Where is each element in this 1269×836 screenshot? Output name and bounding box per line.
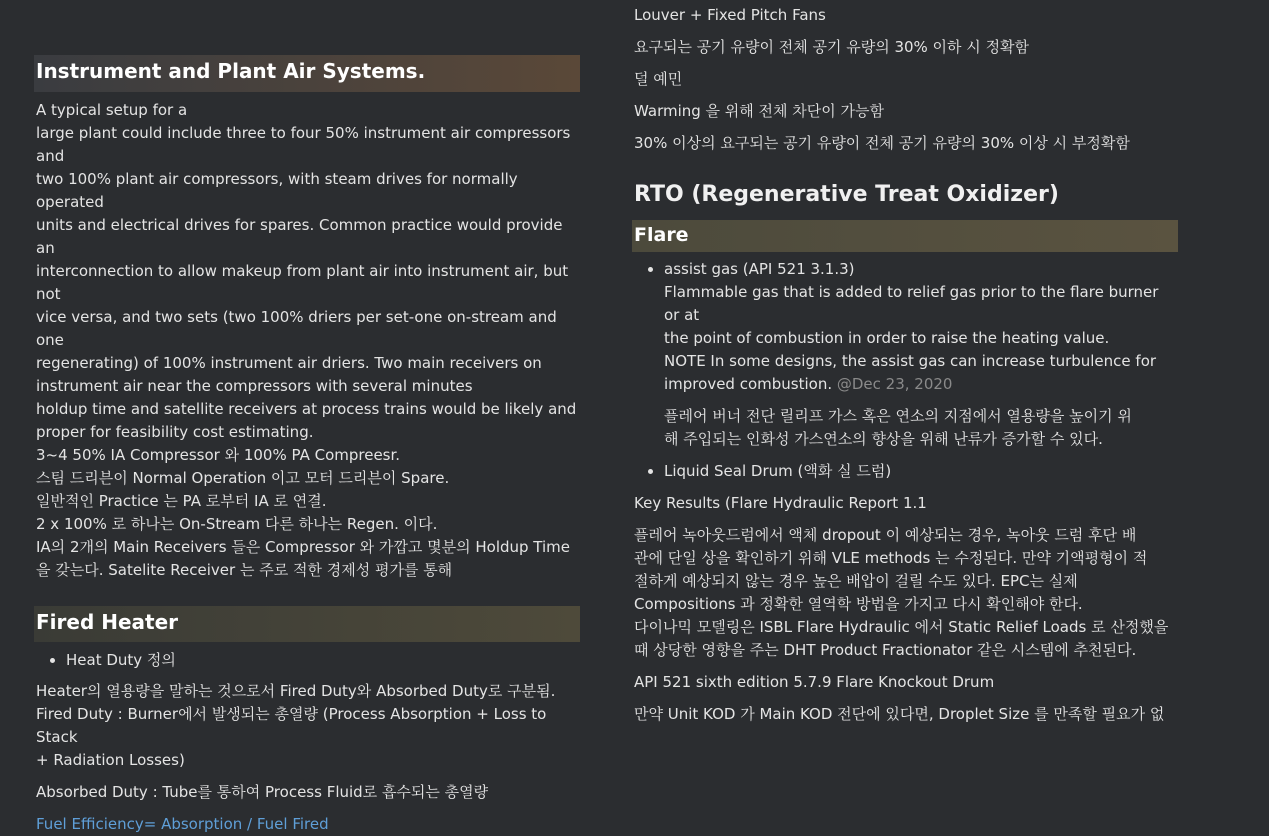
text-line: 2 x 100% 로 하나는 On-Stream 다른 하나는 Regen. 이다. [36, 515, 438, 533]
text-line: Warming 을 위해 전체 차단이 가능함 [634, 102, 885, 120]
instrument-air-heading: Instrument and Plant Air Systems. [34, 55, 580, 92]
text-line: 만약 Unit KOD 가 Main KOD 전단에 있다면, Droplet Size 를 만족할 필요가 없 [634, 705, 1165, 723]
text-line: 일반적인 Practice 는 PA 로부터 IA 로 연결. [36, 492, 327, 510]
flare-list [632, 258, 1178, 483]
text-line: the point of combustion in order to raise the heating value. [664, 329, 1110, 347]
text-line: Flammable gas that is added to relief gas prior to the flare burner or at [664, 283, 1159, 324]
text-line: 다이나믹 모델링은 ISBL Flare Hydraulic 에서 Static Relief Loads 로 산정했을 [634, 618, 1169, 636]
text-line: Fired Duty : Burner에서 발생되는 총열량 (Process Absorption + Loss to Stack [36, 705, 547, 746]
list-item: • Heat Duty 정의 [66, 649, 580, 672]
text-line: instrument air near the compressors with several minutes [36, 377, 473, 395]
text-line: 플레어 버너 전단 릴리프 가스 혹은 연소의 지점에서 열용량을 높이기 위 [664, 407, 1132, 425]
fired-heater-heading: Fired Heater [34, 606, 580, 642]
text-line: + Radiation Losses) [36, 751, 185, 769]
text-line: A typical setup for a [36, 101, 188, 119]
text-line: 요구되는 공기 유량이 전체 공기 유량의 30% 이하 시 정확함 [634, 38, 1030, 56]
fired-heater-list [34, 649, 580, 672]
fuel-efficiency-link[interactable]: Fuel Efficiency= Absorption / Fuel Fired [36, 815, 329, 833]
text-line: 30% 이상의 요구되는 공기 유량이 전체 공기 유량의 30% 이상 시 부정확함 [634, 134, 1130, 152]
rto-heading: RTO (Regenerative Treat Oxidizer) [634, 182, 1059, 207]
list-item: • Liquid Seal Drum (액화 실 드럼) [664, 460, 1178, 483]
text-line: units and electrical drives for spares. Common practice would provide an [36, 216, 563, 257]
absorbed-duty: Absorbed Duty : Tube를 통하여 Process Fluid로 흡수되는 총열량 [36, 783, 489, 801]
text-line: IA의 2개의 Main Receivers 들은 Compressor 와 가깝고 몇분의 Holdup Time [36, 538, 571, 556]
text-line: regenerating) of 100% instrument air driers. Two main receivers on [36, 354, 542, 372]
flare-heading: Flare [632, 220, 1178, 252]
left-column [34, 0, 580, 836]
text-line: proper for feasibility cost estimating. [36, 423, 314, 441]
text-line: holdup time and satellite receivers at process trains would be likely and [36, 400, 577, 418]
text-line: vice versa, and two sets (two 100% driers per set-one on-stream and one [36, 308, 557, 349]
text-line: 을 갖는다. Satelite Receiver 는 주로 적한 경제성 평가를 통해 [36, 561, 453, 579]
text-line: Louver + Fixed Pitch Fans [634, 6, 826, 24]
text-line: 때 상당한 영향을 주는 DHT Product Fractionator 같은 시스템에 추천된다. [634, 641, 1137, 659]
text-line [664, 373, 1178, 396]
text-line: 절하게 예상되지 않는 경우 높은 배압이 걸릴 수도 있다. EPC는 실제 [634, 572, 1078, 590]
right-column [632, 0, 1178, 726]
text-line: two 100% plant air compressors, with steam drives for normally operated [36, 170, 518, 211]
assist-last: improved combustion. [664, 375, 833, 393]
list-item [664, 258, 1178, 460]
instrument-air-body [34, 99, 580, 582]
date-mention[interactable]: @Dec 23, 2020 [836, 375, 953, 393]
text-line: Compositions 과 정확한 열역학 방법을 가지고 다시 확인해야 한다. [634, 595, 1083, 613]
text-line: interconnection to allow makeup from plant air into instrument air, but not [36, 262, 569, 303]
text-line: 해 주입되는 인화성 가스연소의 향상을 위해 난류가 증가할 수 있다. [664, 430, 1103, 448]
text-line: NOTE In some designs, the assist gas can increase turbulence for [664, 352, 1157, 370]
api-reference: API 521 sixth edition 5.7.9 Flare Knockout Drum [634, 673, 995, 691]
text-line: Heater의 열용량을 말하는 것으로서 Fired Duty와 Absorbed Duty로 구분됨. [36, 682, 556, 700]
text-line: 스팀 드리븐이 Normal Operation 이고 모터 드리븐이 Spare. [36, 469, 450, 487]
assist-gas-title: • assist gas (API 521 3.1.3) [664, 260, 855, 278]
text-line: large plant could include three to four 50% instrument air compressors and [36, 124, 571, 165]
text-line: 3~4 50% IA Compressor 와 100% PA Compreesr. [36, 446, 401, 464]
text-line: 플레어 녹아웃드럼에서 액체 dropout 이 예상되는 경우, 녹아웃 드럼 후단 배 [634, 526, 1137, 544]
text-line: 덜 예민 [634, 70, 683, 88]
key-results: Key Results (Flare Hydraulic Report 1.1 [634, 494, 927, 512]
text-line: 관에 단일 상을 확인하기 위해 VLE methods 는 수정된다. 만약 기액평형이 적 [634, 549, 1148, 567]
